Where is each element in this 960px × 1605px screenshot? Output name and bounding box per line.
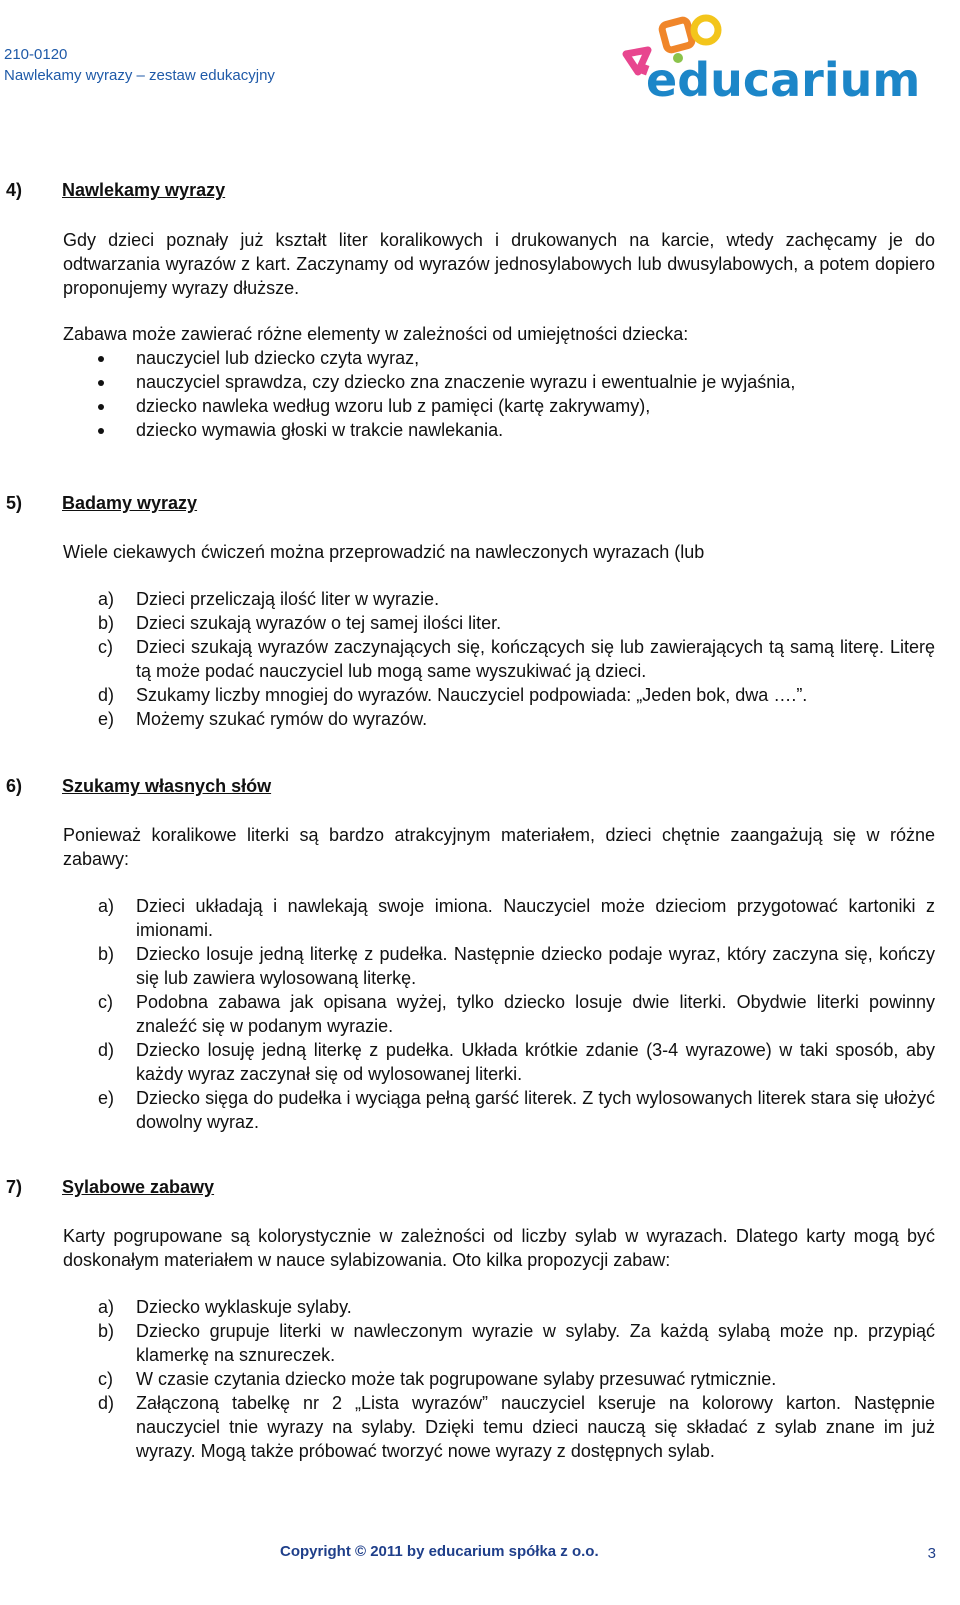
section-5-paragraph: Wiele ciekawych ćwiczeń można przeprowadzić na nawleczonych wyrazach (lub	[63, 542, 705, 562]
copyright-footer: Copyright © 2011 by educarium spółka z o.o.	[280, 1543, 599, 1560]
section-6-paragraph: Ponieważ koralikowe literki są bardzo atrakcyjnym materiałem, dzieci chętnie zaangażują się w różne zabawy:	[63, 825, 935, 869]
list-item: nauczyciel lub dziecko czyta wyraz,	[63, 346, 935, 370]
list-item: e) Możemy szukać rymów do wyrazów.	[98, 709, 428, 729]
product-code: 210-0120	[4, 46, 68, 63]
bullet-icon	[98, 404, 104, 410]
document-header	[4, 44, 275, 86]
list-item: dziecko wymawia głoski w trakcie nawlekania.	[63, 418, 935, 442]
list-item: c) Dzieci szukają wyrazów zaczynających się, kończących się lub zawierających tą samą literę. Literę tą może podać nauczyciel lub mogą same wyszukiwać ją dzieci.	[98, 637, 935, 681]
list-item: e) Dziecko sięga do pudełka i wyciąga pełną garść literek. Z tych wylosowanych literek stara się ułożyć dowolny wyraz.	[98, 1088, 935, 1132]
list-item: a) Dzieci układają i nawlekają swoje imiona. Nauczyciel może dzieciom przygotować kartoniki z imionami.	[98, 896, 935, 940]
list-item: a) Dziecko wyklaskuje sylaby.	[98, 1297, 352, 1317]
bullet-icon	[98, 428, 104, 434]
section-title: Nawlekamy wyrazy	[62, 180, 226, 200]
section-title: Sylabowe zabawy	[62, 1177, 215, 1197]
section-6-heading	[6, 776, 271, 797]
bullet-icon	[98, 380, 104, 386]
list-item: c) Podobna zabawa jak opisana wyżej, tylko dziecko losuje dwie literki. Obydwie literki powinny znaleźć się w podanym wyrazie.	[98, 992, 935, 1036]
list-item: a) Dzieci przeliczają ilość liter w wyrazie.	[98, 589, 440, 609]
section-5-heading	[6, 493, 197, 514]
list-item: b) Dziecko grupuje literki w nawleczonym wyrazie w sylaby. Za każdą sylabą może np. przypiąć klamerkę na sznureczek.	[98, 1321, 935, 1365]
section-title: Szukamy własnych słów	[62, 776, 272, 796]
section-number: 5)	[6, 493, 23, 513]
svg-text:educarium: educarium	[646, 53, 921, 107]
educarium-logo	[618, 12, 938, 112]
list-item: c) W czasie czytania dziecko może tak pogrupowane sylaby przesuwać rytmicznie.	[98, 1369, 777, 1389]
section-4-bullet-list	[63, 346, 935, 442]
section-6-list	[63, 894, 935, 1134]
section-5-list	[63, 587, 935, 731]
list-item: dziecko nawleka według wzoru lub z pamięci (kartę zakrywamy),	[63, 394, 935, 418]
list-item: nauczyciel sprawdza, czy dziecko zna znaczenie wyrazu i ewentualnie je wyjaśnia,	[63, 370, 935, 394]
section-4-paragraph-2: Zabawa może zawierać różne elementy w zależności od umiejętności dziecka:	[63, 324, 689, 344]
page-number: 3	[927, 1545, 936, 1562]
list-item: b) Dzieci szukają wyrazów o tej samej ilości liter.	[98, 613, 502, 633]
bullet-icon	[98, 356, 104, 362]
section-number: 7)	[6, 1177, 23, 1197]
section-4-paragraph-1: Gdy dzieci poznały już kształt liter koralikowych i drukowanych na karcie, wtedy zachęcamy je do odtwarzania wyrazów z kart. Zaczynamy od wyrazów jednosylabowych lub dwusylabowych, a potem dopiero proponujemy wyrazy dłuższe.	[63, 230, 935, 298]
section-title: Badamy wyrazy	[62, 493, 198, 513]
section-number: 4)	[6, 180, 23, 200]
section-4-heading	[6, 180, 225, 201]
document-title: Nawlekamy wyrazy – zestaw edukacyjny	[4, 67, 275, 84]
section-7-heading	[6, 1177, 214, 1198]
list-item: d) Szukamy liczby mnogiej do wyrazów. Nauczyciel podpowiada: „Jeden bok, dwa ….”.	[98, 685, 808, 705]
section-7-paragraph: Karty pogrupowane są kolorystycznie w zależności od liczby sylab w wyrazach. Dlatego karty mogą być doskonałym materiałem w nauce sylabizowania. Oto kilka propozycji zabaw:	[63, 1226, 935, 1270]
list-item: d) Dziecko losuję jedną literkę z pudełka. Układa krótkie zdanie (3-4 wyrazowe) w taki sposób, aby każdy wyraz zaczynał się od wylosowanej literki.	[98, 1040, 935, 1084]
section-number: 6)	[6, 776, 23, 796]
list-item: b) Dziecko losuje jedną literkę z pudełka. Następnie dziecko podaje wyraz, który zaczyna się, kończy się lub zawiera wylosowaną literkę.	[98, 944, 935, 988]
section-7-list	[63, 1295, 935, 1463]
list-item: d) Załączoną tabelkę nr 2 „Lista wyrazów” nauczyciel kseruje na kolorowy karton. Następnie nauczyciel tnie wyrazy na sylaby. Dzięki temu dzieci nauczą się składać z sylab znane im już wyrazy. Mogą także próbować tworzyć nowe wyrazy z dostępnych sylab.	[98, 1393, 935, 1461]
